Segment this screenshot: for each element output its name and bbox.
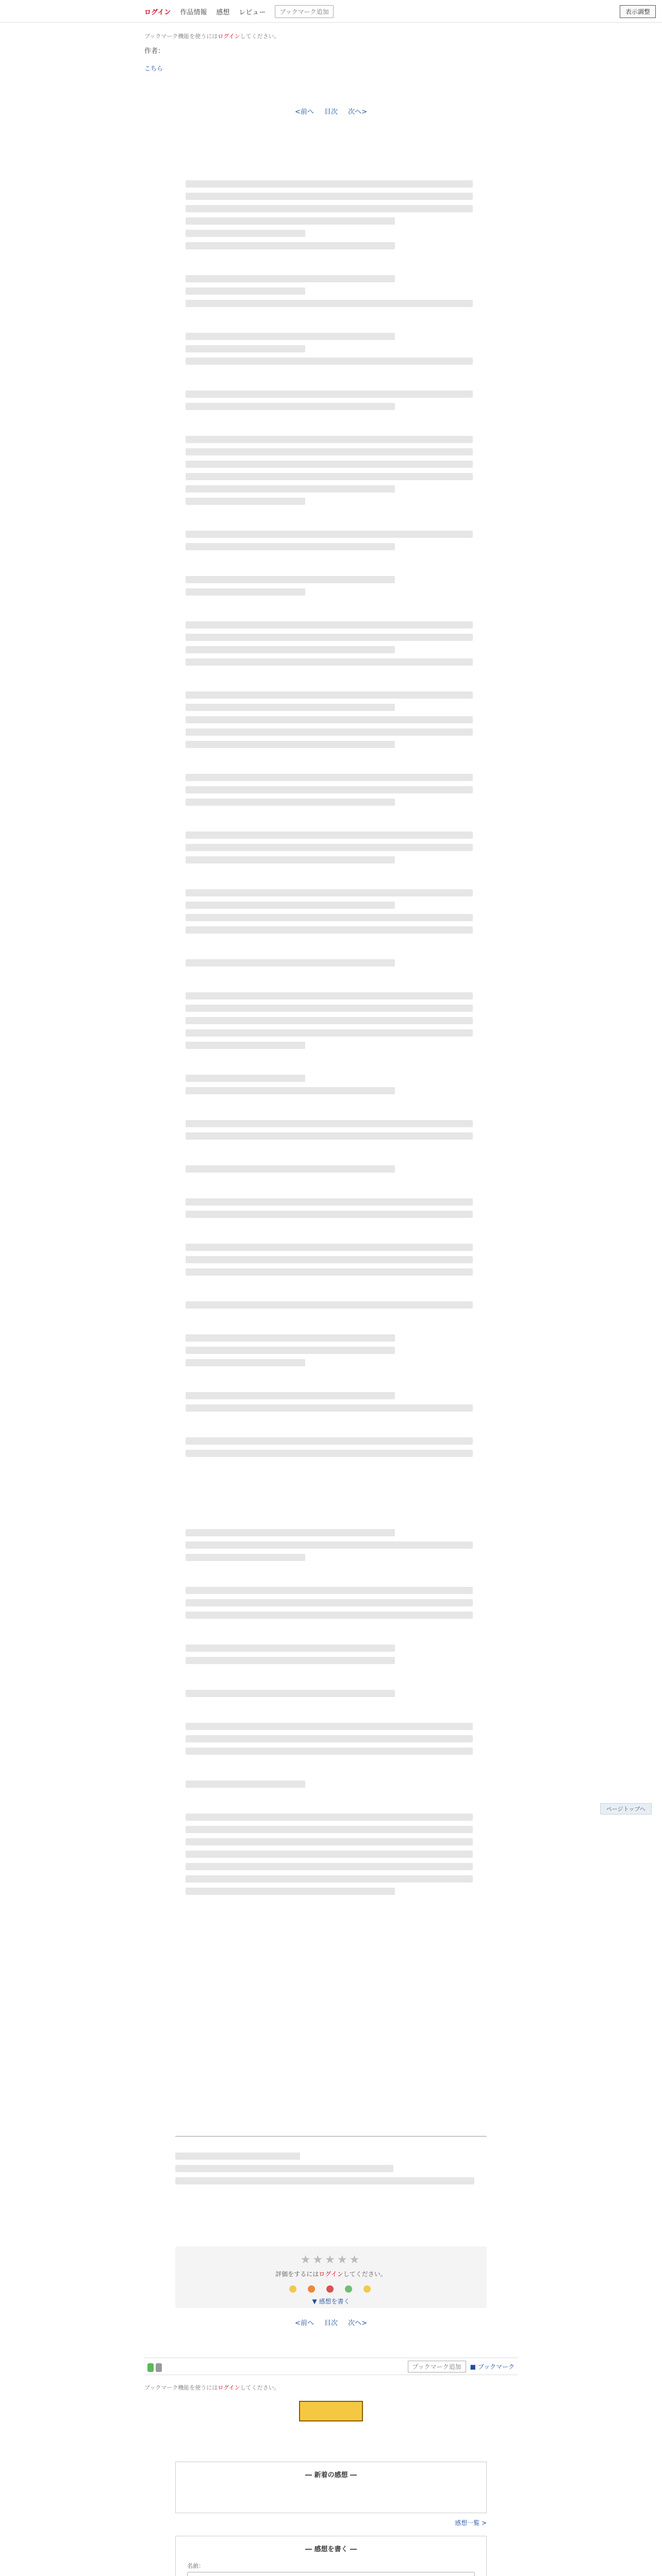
text-line [186,1334,395,1342]
text-line [186,1587,473,1594]
text-line [186,1529,395,1536]
reaction-emoji-icon [345,2285,352,2293]
rating-panel [175,2246,487,2308]
text-line [186,716,473,723]
pager-top [144,106,518,116]
reaction-5[interactable] [363,2285,373,2293]
pager-next[interactable]: 次へ> [348,2319,368,2327]
rating-prefix: 評価をするには [275,2270,319,2278]
text-line [186,1863,473,1870]
text-line [186,1814,473,1821]
text-line [186,1781,305,1788]
text-line [186,959,395,967]
reaction-emoji-icon [289,2285,296,2293]
text-line [186,1888,395,1895]
text-line [186,1029,473,1037]
pager-bottom [144,2317,518,2327]
text-line [186,1875,473,1883]
status-badge[interactable] [156,2363,162,2372]
afterword-line [175,2177,474,2184]
nav-review-link[interactable]: レビュー [239,9,266,16]
text-line [186,205,473,212]
text-line [186,1599,473,1606]
text-line [186,658,473,666]
text-line [186,1005,473,1012]
text-line [186,621,473,629]
text-line [186,1392,395,1399]
notice-link[interactable]: こちら [144,64,163,72]
reaction-emoji-icon [326,2285,334,2293]
badge-group [147,2362,164,2371]
text-line [186,634,473,641]
rating-stars[interactable]: ★★★★★ [300,2253,362,2266]
text-line [186,403,395,410]
afterword-line [175,2153,300,2160]
bookmark-login-note-bottom [144,2383,280,2392]
reaction-emoji-icon [308,2285,315,2293]
reaction-3[interactable] [326,2285,336,2293]
text-line [186,1165,395,1173]
promo-notice [144,64,518,73]
reaction-buttons [175,2285,487,2293]
author-label: 作者： [144,47,165,55]
text-line [186,1450,473,1457]
author-line [144,47,164,55]
text-line [186,461,473,468]
text-line [186,498,305,505]
text-line [186,1541,473,1549]
write-feeling-link[interactable]: ▼ 感想を書く [312,2298,350,2305]
top-navbar [0,0,662,23]
pager-toc[interactable]: 目次 [324,108,338,116]
text-line [186,741,395,748]
text-line [186,1690,395,1697]
text-line [186,1017,473,1024]
text-line [186,1132,473,1140]
pager-prev[interactable]: <前へ [294,2319,314,2327]
text-line [186,588,305,596]
text-line [186,391,473,398]
text-line [186,531,473,538]
nav-works-link[interactable]: 作品情報 [180,9,207,16]
recent-comments-box [175,2462,487,2513]
rating-login-note [175,2269,487,2278]
note-login-link[interactable]: ログイン [218,2384,240,2391]
promo-banner[interactable] [299,2401,363,2421]
bookmark-add-button[interactable]: ブックマーク追加 [275,5,333,18]
text-line [186,242,395,249]
bookmark-login-note [144,32,518,40]
bottom-action-bar [144,2358,518,2375]
nav-feeling-link[interactable]: 感想 [216,9,230,16]
text-line [186,1554,305,1561]
comments-list-link[interactable]: 感想一覧 > [455,2519,487,2527]
pager-next[interactable]: 次へ> [348,108,368,116]
rating-suffix: してください。 [343,2270,387,2278]
text-line [186,1359,305,1366]
text-line [186,1437,473,1445]
note-suffix: してください。 [240,33,280,40]
text-line [186,485,395,493]
series-header [144,32,518,73]
afterword-line [175,2165,393,2172]
text-line [186,1268,473,1276]
text-line [186,1256,473,1263]
text-line [186,358,473,365]
text-line [186,1042,305,1049]
text-line [186,275,395,282]
text-line [186,448,473,455]
login-link[interactable]: ログイン [144,9,171,16]
note-suffix: してください。 [240,2384,280,2391]
text-line [186,543,395,550]
name-input[interactable] [187,2572,475,2576]
text-line [186,300,473,307]
text-line [186,287,305,295]
write-title: ― 感想を書く ― [305,2546,357,2553]
text-line [186,889,473,896]
text-line [186,704,395,711]
pager-toc[interactable]: 目次 [324,2319,338,2327]
text-line [186,333,395,340]
share-badge[interactable] [147,2363,154,2372]
reaction-1[interactable] [289,2285,299,2293]
text-line [186,1087,395,1094]
comments-title: ― 新着の感想 ― [305,2471,357,2479]
series-title-line [144,46,518,57]
reaction-emoji-icon [363,2285,371,2293]
text-line [186,844,473,851]
rating-login-link[interactable]: ログイン [319,2270,343,2278]
text-line [186,1657,395,1664]
text-line [186,230,305,237]
text-line [186,646,395,653]
text-line [186,180,473,188]
note-prefix: ブックマーク機能を使うには [144,33,218,40]
text-line [186,1838,473,1845]
afterword-divider [175,2136,487,2137]
text-line [186,1748,473,1755]
text-line [186,193,473,200]
text-line [186,1735,473,1742]
text-line [186,1244,473,1251]
text-line [186,1645,395,1652]
display-settings-button[interactable]: 表示調整 [620,5,656,18]
text-line [186,856,395,863]
text-line [186,786,473,793]
text-line [186,914,473,921]
name-label: 名前： [187,2563,204,2569]
afterword [175,2147,487,2190]
text-line [186,691,473,699]
text-line [186,832,473,839]
text-line [186,774,473,781]
write-comment-form [175,2536,487,2576]
text-line [186,1612,473,1619]
text-line [186,728,473,736]
bookmark-area [408,2361,515,2372]
text-line [186,345,305,352]
text-line [186,1851,473,1858]
top-nav-links [144,5,334,18]
note-login-link[interactable]: ログイン [218,33,240,40]
text-line [186,1347,395,1354]
bookmark-link[interactable]: ■ ブックマーク [470,2363,515,2370]
reaction-4[interactable] [345,2285,354,2293]
text-line [186,1211,473,1218]
note-prefix: ブックマーク機能を使うには [144,2384,218,2391]
text-line [186,799,395,806]
pager-prev[interactable]: <前へ [294,108,314,116]
text-line [186,217,395,225]
text-line [186,902,395,909]
text-line [186,1075,305,1082]
reaction-2[interactable] [308,2285,317,2293]
text-line [186,473,473,480]
text-line [186,436,473,443]
text-line [186,1301,473,1309]
novel-body [186,175,485,2123]
text-line [186,1404,473,1412]
text-line [186,992,473,999]
page-top-button[interactable]: ページトップへ [600,1803,652,1815]
text-line [186,926,473,934]
text-line [186,1723,473,1730]
text-line [186,576,395,583]
text-line [186,1826,473,1833]
bookmark-add-button[interactable]: ブックマーク追加 [408,2361,466,2372]
text-line [186,1120,473,1127]
text-line [186,1198,473,1206]
